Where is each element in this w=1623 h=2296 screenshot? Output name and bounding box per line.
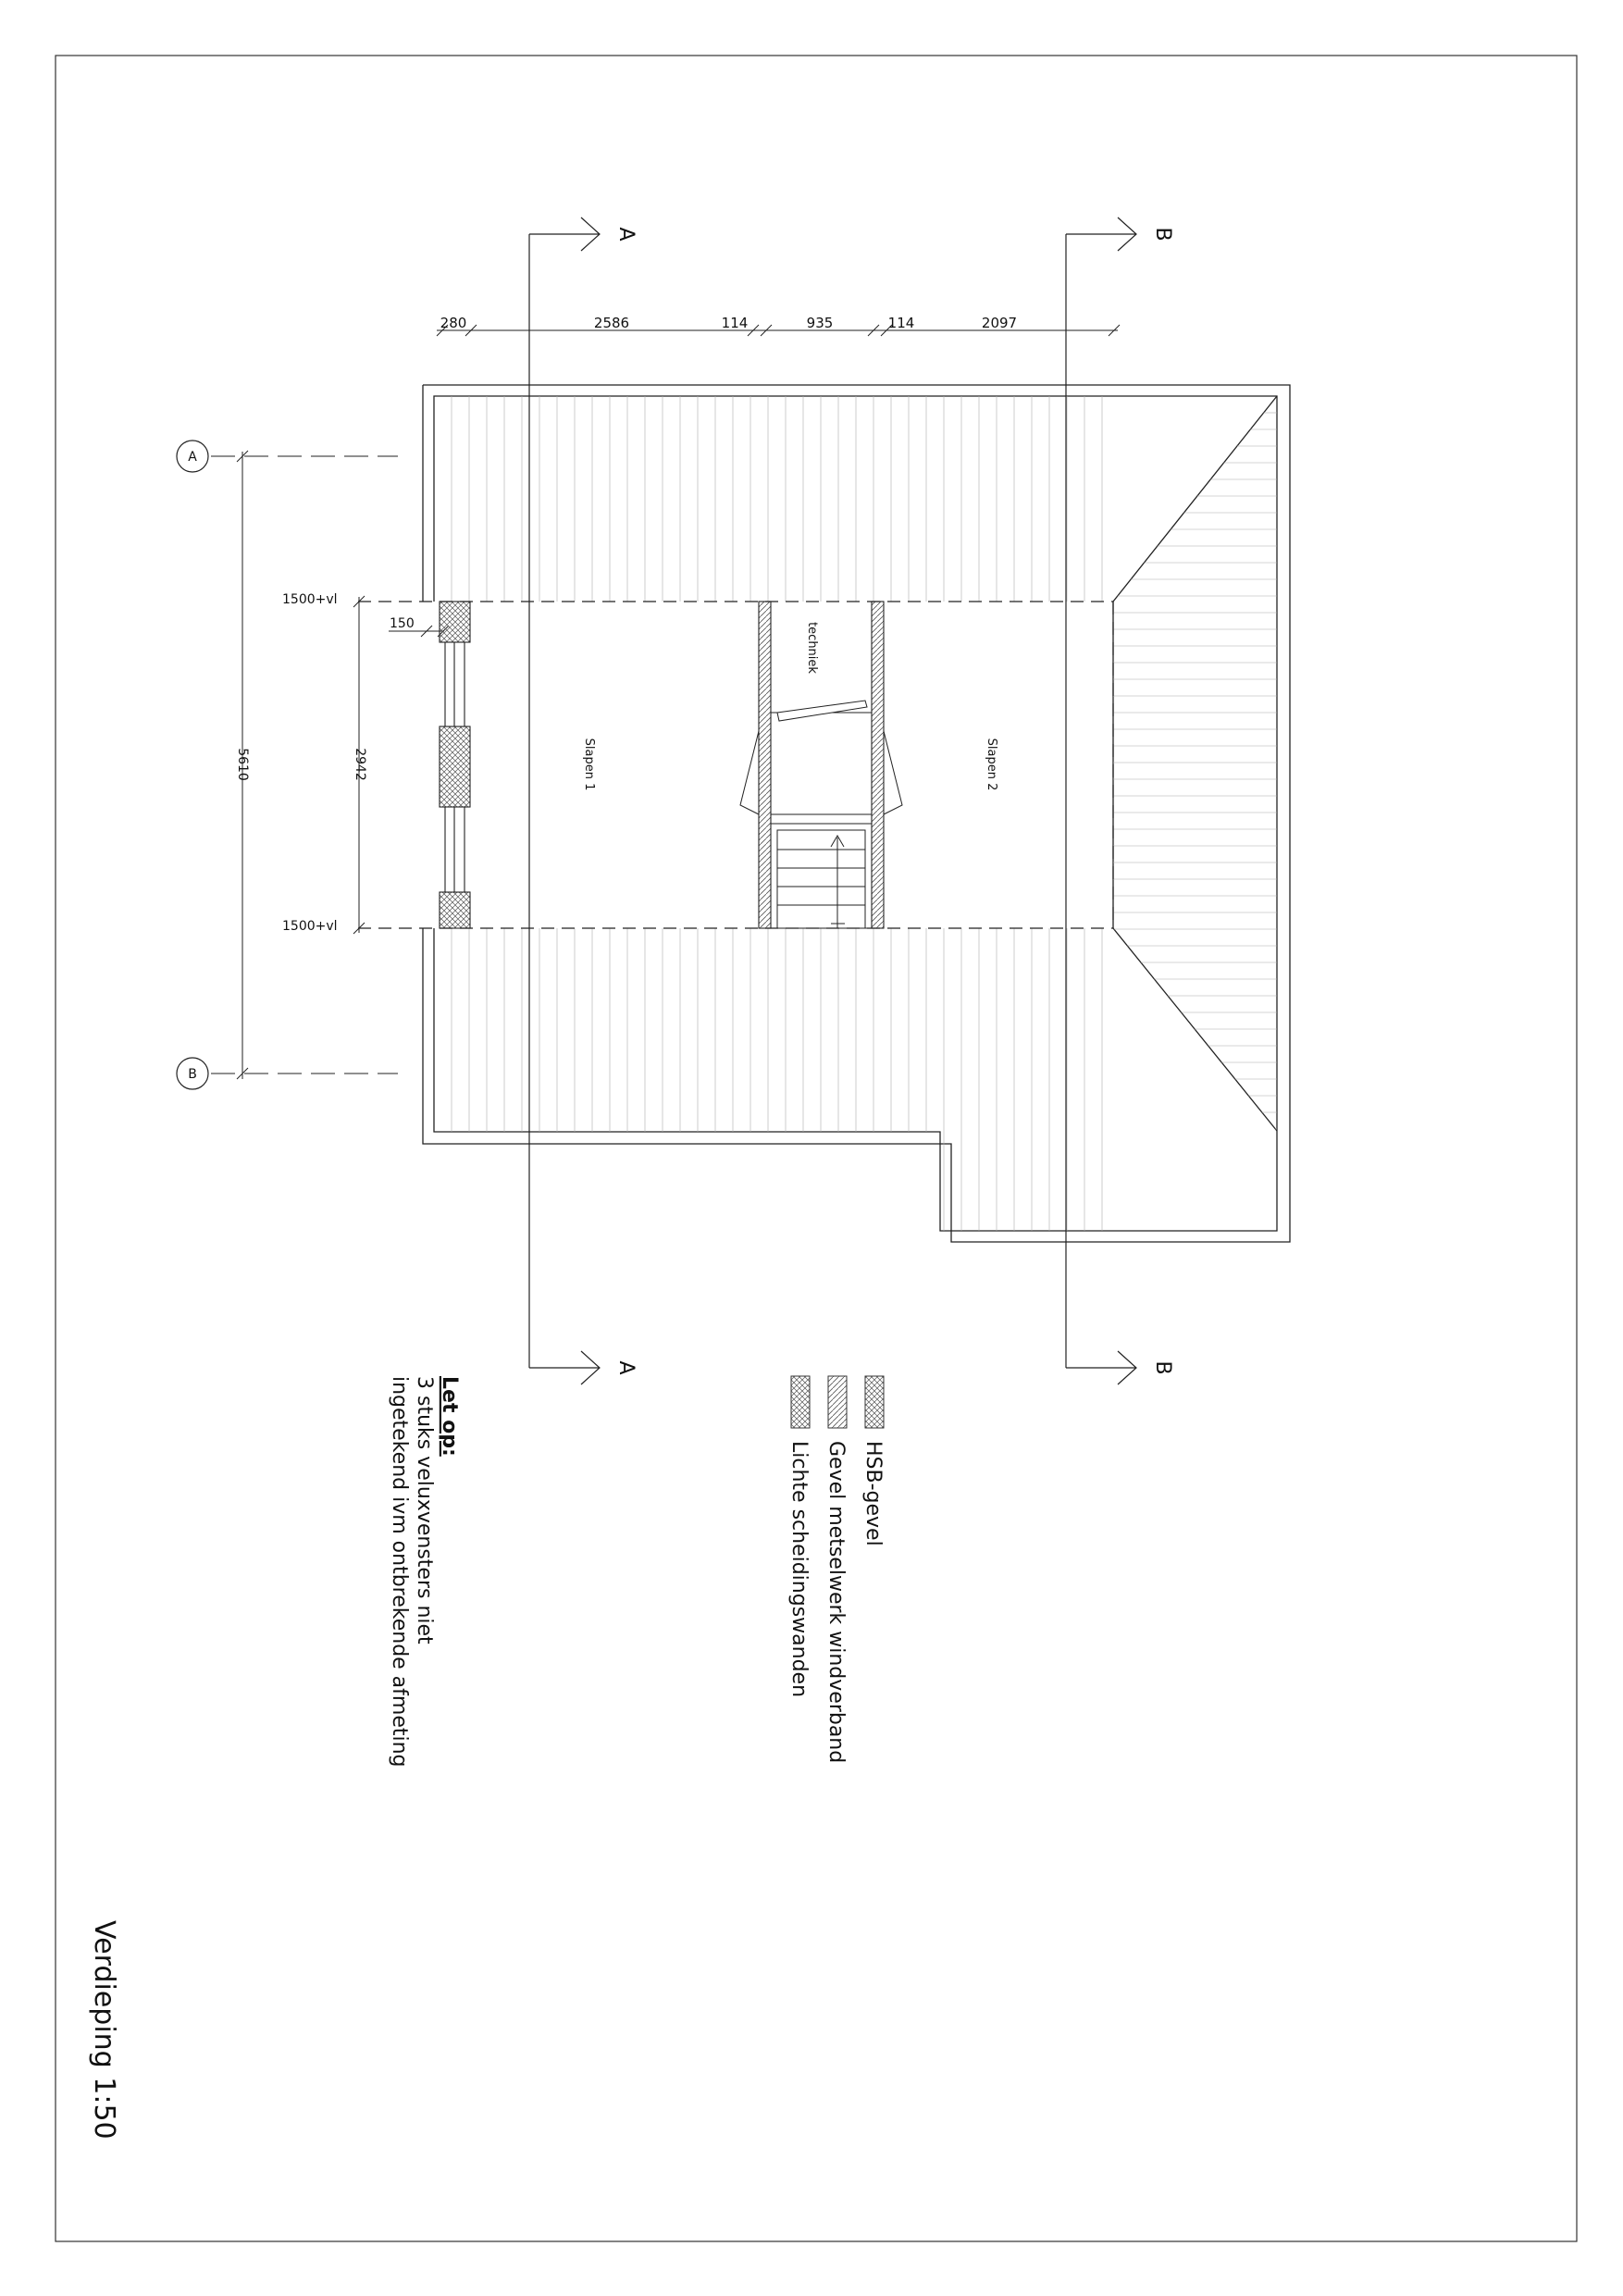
wall-segment-middle [440,726,470,807]
wall-segment-top [440,602,470,642]
legend-swatch-scheidingswanden [791,1376,810,1428]
roof-tiles-right [1113,413,1277,1129]
window-level-upper: 1500+vl [282,592,338,607]
room-label-slapen2: Slapen 2 [985,738,998,791]
top-dim-6: 2097 [981,315,1018,331]
section-line-a [529,217,600,1384]
grid-bubble-b-label: B [188,1067,197,1082]
top-dim-1: 280 [440,315,467,331]
note [388,1376,461,1768]
section-marker-a-top: A [614,227,638,242]
roof-tiles-left [452,396,1102,1231]
room-label-slapen1: Slapen 1 [582,738,596,791]
top-dim-2: 2586 [593,315,630,331]
partition-wall-left [759,602,771,928]
grid-bubble-b [177,1058,208,1089]
grid-bubble-a [177,441,208,472]
top-dim-4: 935 [806,315,834,331]
legend [787,1376,885,1763]
side-dimension-inner-label: 2942 [353,748,367,781]
section-marker-b-top: B [1151,227,1174,242]
legend-label-scheidingswanden: Lichte scheidingswanden [787,1441,811,1698]
top-dimension-labels [440,315,1017,331]
section-line-b [1066,217,1136,1384]
grid-bubble-a-label: A [188,450,197,465]
legend-swatch-metselwerk [828,1376,847,1428]
side-dimension-overall-label: 5610 [235,748,250,781]
legend-item-metselwerk [824,1376,848,1763]
partition-wall-right [872,602,884,928]
legend-item-scheidingswanden [787,1376,811,1697]
drawing-title: Verdieping 1:50 [88,1920,120,2140]
room-label-techniek: techniek [805,622,819,674]
sheet-border [56,56,1577,2241]
small-dimension-label: 150 [390,616,415,631]
top-dimension-line [437,325,1120,336]
section-marker-a-bottom: A [614,1360,638,1375]
dormer-front-wall [440,602,470,928]
wall-segment-bottom [440,892,470,928]
top-dim-5: 114 [887,315,915,331]
note-line-1: 3 stuks veluxvensters niet [413,1376,436,1644]
legend-label-metselwerk: Gevel metselwerk windverband [824,1441,848,1764]
legend-swatch-hsb [865,1376,884,1428]
dormer-lines [358,602,1113,928]
roof-outline [423,385,1290,1242]
window-level-lower: 1500+vl [282,919,338,934]
note-line-2: ingetekend ivm ontbrekende afmeting [388,1376,411,1768]
legend-label-hsb: HSB-gevel [861,1441,885,1546]
section-marker-b-bottom: B [1151,1360,1174,1375]
note-heading: Let op: [438,1376,461,1457]
top-dim-3: 114 [721,315,749,331]
staircase [771,824,872,928]
legend-item-hsb [861,1376,885,1546]
